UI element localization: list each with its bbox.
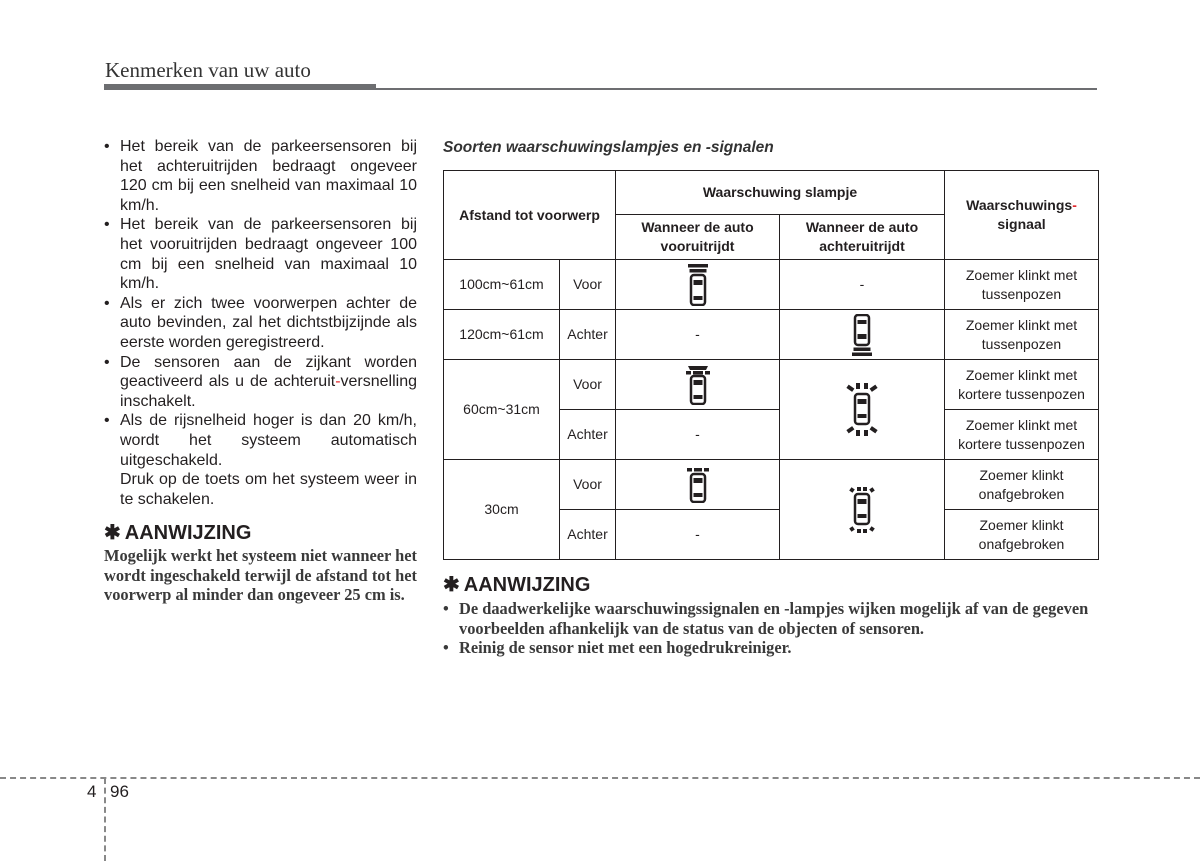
signal-cell: Zoemer klinkt met tussenpozen (945, 260, 1099, 310)
note-heading-text: AANWIJZING (463, 574, 591, 596)
front-sensor-warning-icon (685, 365, 711, 405)
bottom-note (443, 574, 1103, 658)
list-item: • Het bereik van de parkeersensoren bij het vooruitrijden bedraagt ongeveer 100 cm bij een snelheid van maximaal 10 km/h. (104, 215, 417, 293)
note-list (443, 599, 1103, 658)
note-heading (104, 522, 417, 544)
header-forward: Wanneer de auto vooruitrijdt (616, 215, 780, 260)
asterisk-icon: ✱ (104, 522, 121, 545)
hyphen-mark: - (335, 373, 341, 391)
chapter-number: 4 (87, 782, 97, 801)
list-item: • Het bereik van de parkeersensoren bij het achteruitrijden bedraagt ongeveer 120 cm bij een snelheid van maximaal 10 km/h. (104, 137, 417, 215)
list-item: • Reinig de sensor niet met een hogedrukreiniger. (443, 638, 1103, 658)
list-item: • Als de rijsnelheid hoger is dan 20 km/h, wordt het systeem automatisch uitgeschakeld. (104, 411, 417, 470)
list-item: • Als er zich twee voorwerpen achter de auto bevinden, zal het dichtstbijzijnde als eerste worden geregistreerd. (104, 294, 417, 353)
warning-table (443, 170, 1099, 560)
sensor-info-list (104, 137, 417, 470)
signal-cell: Zoemer klinkt onafgebroken (945, 460, 1099, 510)
all-sensors-warning-icon (848, 486, 876, 534)
note-heading-text: AANWIJZING (124, 522, 252, 545)
signal-cell: Zoemer klinkt met tussenpozen (945, 310, 1099, 360)
table-row (444, 260, 1099, 310)
hyphen-mark: - (1072, 197, 1077, 213)
footer-vertical-divider (104, 778, 106, 861)
table-row (444, 310, 1099, 360)
header-signal-text: Waarschuwings (966, 197, 1073, 213)
direction-cell: Achter (560, 310, 616, 360)
header-signal-text: signaal (997, 216, 1046, 232)
distance-cell: 120cm~61cm (444, 310, 560, 360)
front-sensor-warning-icon (686, 467, 710, 503)
list-item: • De daadwerkelijke waarschuwingssignalen en -lampjes wijken mogelijk af van de gegeven voorbeelden afhankelijk van de status van de objecten of sensoren. (443, 599, 1103, 638)
reverse-cell: - (780, 260, 945, 310)
direction-cell: Voor (560, 260, 616, 310)
forward-cell: - (616, 310, 780, 360)
signal-cell: Zoemer klinkt met kortere tussenpozen (945, 360, 1099, 410)
direction-cell: Achter (560, 410, 616, 460)
header-distance: Afstand tot voorwerp (444, 171, 616, 260)
forward-cell (616, 260, 780, 310)
distance-cell: 60cm~31cm (444, 360, 560, 460)
list-item-text: De sensoren aan de zijkant worden geactiveerd als u de achteruit (120, 353, 417, 391)
direction-cell: Voor (560, 460, 616, 510)
forward-cell (616, 460, 780, 510)
reverse-cell (780, 310, 945, 360)
reverse-cell (780, 360, 945, 460)
header-reverse: Wanneer de auto achteruitrijdt (780, 215, 945, 260)
signal-cell: Zoemer klinkt onafgebroken (945, 510, 1099, 560)
header-lamp: Waarschuwing slampje (616, 171, 945, 215)
header-signal (945, 171, 1099, 260)
table-title: Soorten waarschuwingslampjes en -signalen (443, 139, 774, 156)
note-body: Mogelijk werkt het systeem niet wanneer het wordt ingeschakeld terwijl de afstand tot het voorwerp al minder dan ongeveer 25 cm is. (104, 546, 417, 605)
direction-cell: Achter (560, 510, 616, 560)
header-rule-thick (104, 84, 376, 90)
page-header-title: Kenmerken van uw auto (105, 58, 311, 82)
table-row (444, 460, 1099, 510)
left-column (104, 137, 417, 605)
page-number: 96 (110, 782, 129, 801)
forward-cell: - (616, 410, 780, 460)
reverse-cell (780, 460, 945, 560)
front-sensor-warning-icon (687, 264, 709, 306)
distance-cell: 100cm~61cm (444, 260, 560, 310)
asterisk-icon: ✱ (443, 574, 460, 596)
header-rule-thin (376, 88, 1097, 90)
direction-cell: Voor (560, 360, 616, 410)
list-item-continuation: Druk op de toets om het systeem weer in te schakelen. (120, 471, 417, 508)
list-item (104, 353, 417, 412)
note-heading (443, 574, 1103, 596)
rear-sensor-warning-icon (851, 314, 873, 356)
all-sensors-warning-icon (845, 382, 879, 438)
forward-cell: - (616, 510, 780, 560)
footer-divider (0, 777, 1200, 779)
table-row (444, 360, 1099, 410)
forward-cell (616, 360, 780, 410)
distance-cell: 30cm (444, 460, 560, 560)
signal-cell: Zoemer klinkt met kortere tussenpozen (945, 410, 1099, 460)
list-item-text: versnelling inschakelt. (120, 373, 417, 410)
